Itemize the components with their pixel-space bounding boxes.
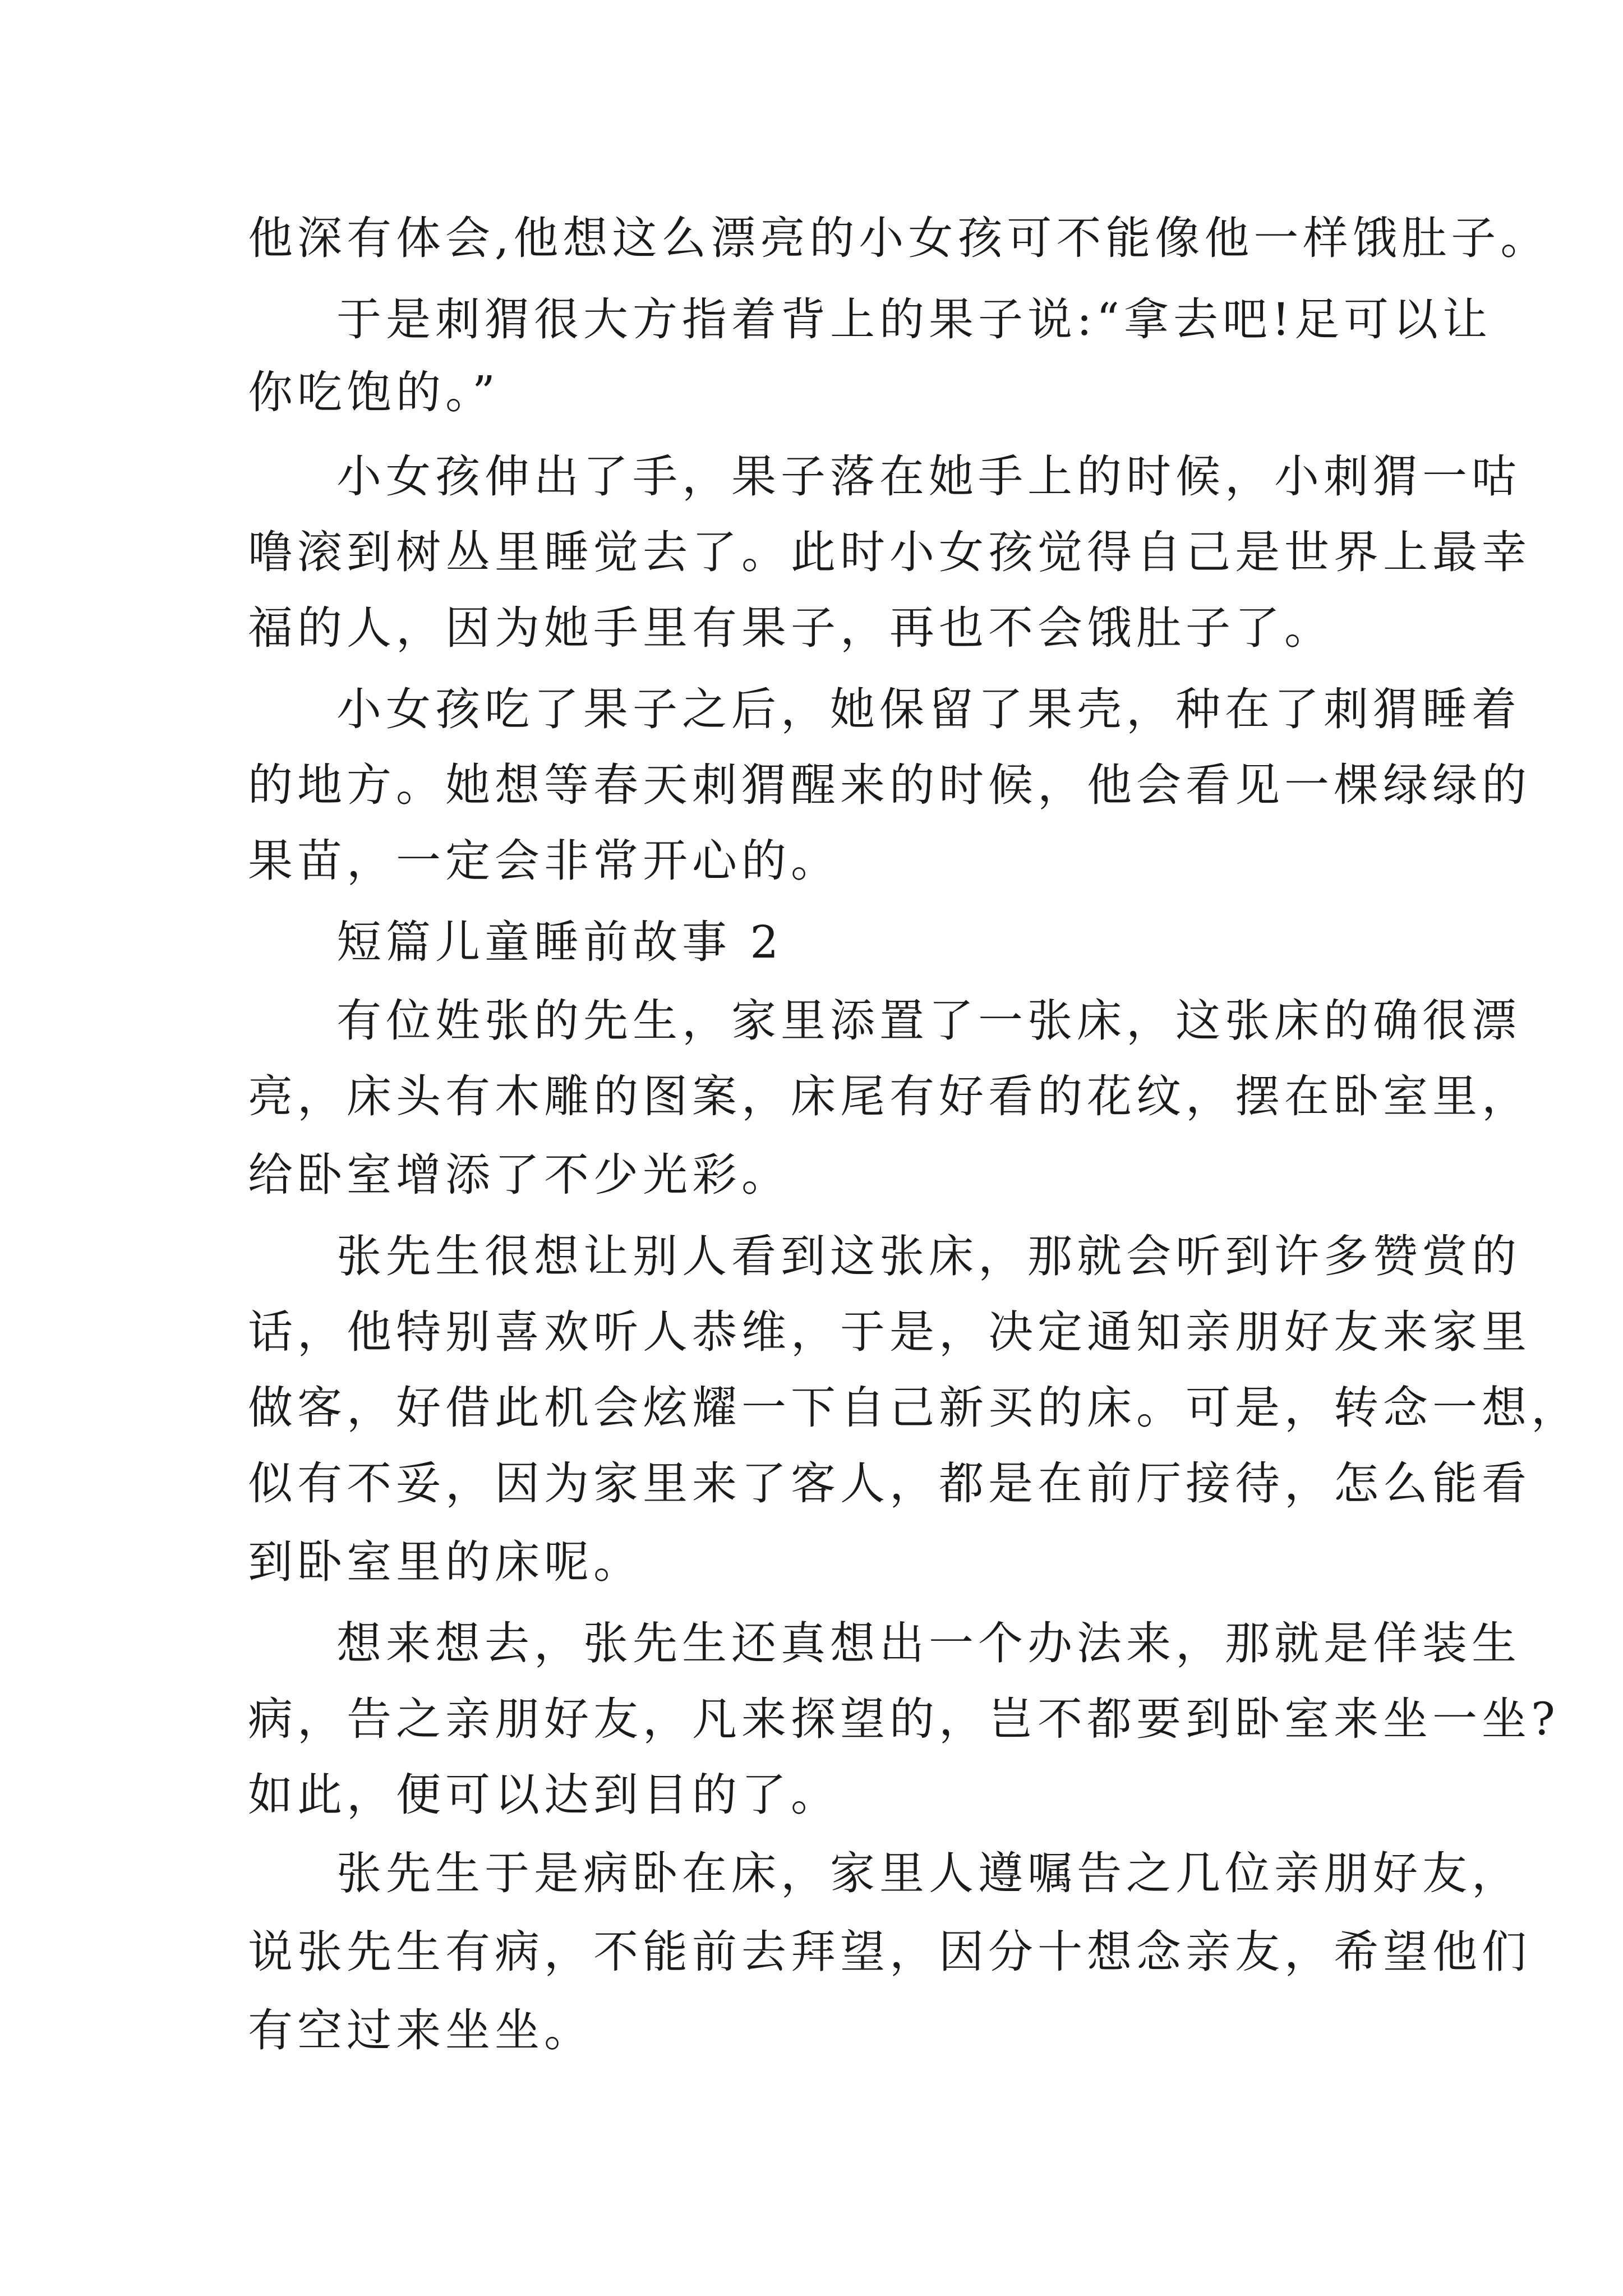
paragraph-start-line: 张先生很想让别人看到这张床，那就会听到许多赞赏的: [336, 1230, 1521, 1282]
paragraph-start-line: 于是刺猬很大方指着背上的果子说:“拿去吧!足可以让: [336, 293, 1492, 346]
text-line: 噜滚到树丛里睡觉去了。此时小女孩觉得自己是世界上最幸: [248, 526, 1531, 578]
text-line: 亮，床头有木雕的图案，床尾有好看的花纹，摆在卧室里，: [248, 1070, 1531, 1122]
text-line: 福的人，因为她手里有果子，再也不会饿肚子了。: [248, 602, 1334, 654]
text-line: 的地方。她想等春天刺猬醒来的时候，他会看见一棵绿绿的: [248, 759, 1531, 811]
text-line: 做客，好借此机会炫耀一下自己新买的床。可是，转念一想，: [248, 1382, 1580, 1434]
text-line: 他深有体会,他想这么漂亮的小女孩可不能像他一样饿肚子。: [248, 212, 1550, 264]
paragraph-start-line: 小女孩吃了果子之后，她保留了果壳，种在了刺猬睡着: [336, 683, 1521, 735]
section-heading: 短篇儿童睡前故事 2: [336, 916, 783, 968]
text-line: 有空过来坐坐。: [248, 2004, 593, 2056]
text-line: 给卧室增添了不少光彩。: [248, 1149, 791, 1201]
paragraph-start-line: 有位姓张的先生，家里添置了一张床，这张床的确很漂: [336, 995, 1521, 1047]
text-line: 似有不妥，因为家里来了客人，都是在前厅接待，怎么能看: [248, 1457, 1531, 1510]
text-line: 果苗，一定会非常开心的。: [248, 835, 840, 887]
text-line: 如此，便可以达到目的了。: [248, 1769, 840, 1821]
text-line: 说张先生有病，不能前去拜望，因分十想念亲友，希望他们: [248, 1926, 1531, 1978]
text-line: 到卧室里的床呢。: [248, 1536, 643, 1588]
text-line: 你吃饱的。”: [248, 366, 500, 418]
text-line: 话，他特别喜欢听人恭维，于是，决定通知亲朋好友来家里: [248, 1306, 1531, 1358]
paragraph-start-line: 小女孩伸出了手，果子落在她手上的时候，小刺猬一咕: [336, 450, 1521, 503]
paragraph-start-line: 想来想去，张先生还真想出一个办法来，那就是佯装生: [336, 1617, 1521, 1669]
text-line: 病，告之亲朋好友，凡来探望的，岂不都要到卧室来坐一坐?: [248, 1693, 1560, 1745]
paragraph-start-line: 张先生于是病卧在床，家里人遵嘱告之几位亲朋好友，: [336, 1847, 1521, 1899]
